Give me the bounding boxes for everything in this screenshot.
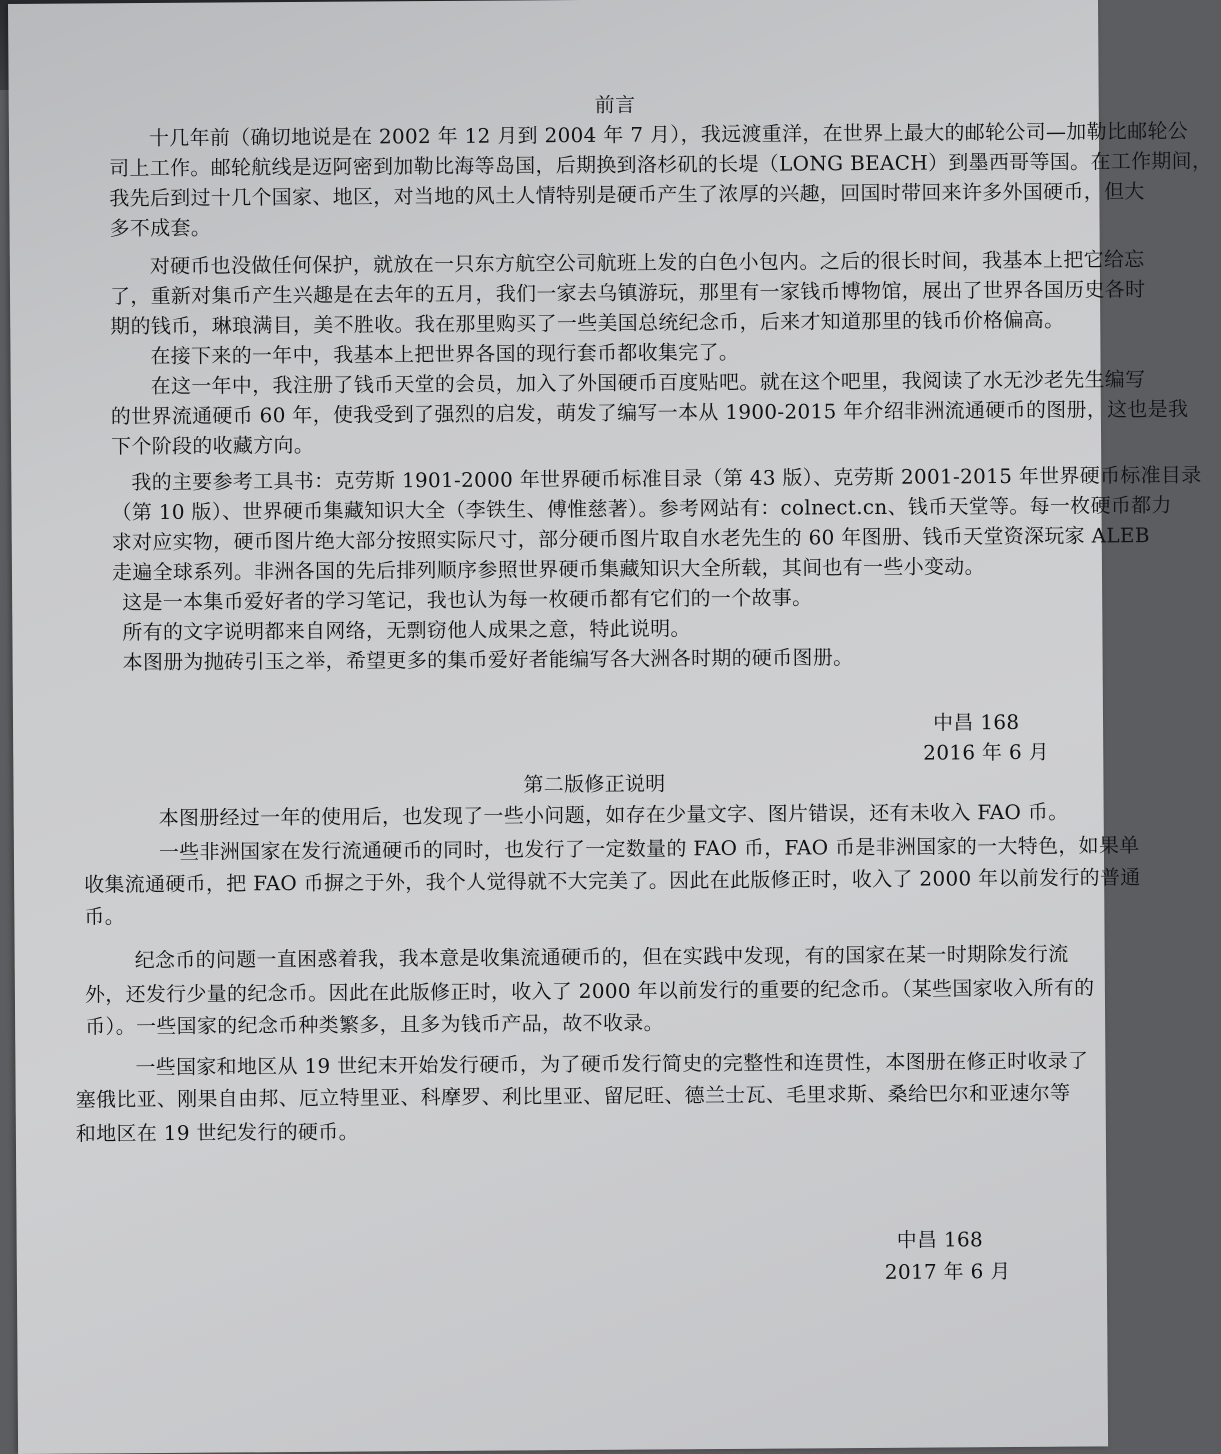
preface-line: 十几年前（确切地说是在 2002 年 12 月到 2004 年 7 月），我远渡重洋，在世界上最大的邮轮公司—加勒比邮轮公 [148, 118, 1189, 151]
preface-signature-name: 中昌 168 [932, 709, 1020, 735]
revision-line: 塞俄比亚、刚果自由邦、厄立特里亚、科摩罗、利比里亚、留尼旺、德兰士瓦、毛里求斯、桑给巴尔和亚速尔等 [75, 1080, 1071, 1112]
preface-line: 司上工作。邮轮航线是迈阿密到加勒比海等岛国，后期换到洛杉矶的长堤（LONG BEACH）到墨西哥等国。在工作期间， [109, 148, 1213, 181]
preface-line: 本图册为抛砖引玉之举，希望更多的集币爱好者能编写各大洲各时期的硬币图册。 [122, 645, 854, 675]
preface-line: 期的钱币，琳琅满目，美不胜收。我在那里购买了一些美国总统纪念币，后来才知道那里的钱币价格偏高。 [110, 307, 1065, 339]
preface-signature-date: 2016 年 6 月 [923, 739, 1050, 765]
preface-line: 了，重新对集币产生兴趣是在去年的五月，我们一家去乌镇游玩，那里有一家钱币博物馆，展出了世界各国历史各时 [109, 277, 1146, 309]
revision-signature-name: 中昌 168 [896, 1227, 984, 1252]
revision-line: 本图册经过一年的使用后，也发现了一些小问题，如存在少量文字、图片错误，还有未收入 FAO 币。 [158, 799, 1069, 830]
revision-line: 一些国家和地区从 19 世纪末开始发行硬币，为了硬币发行简史的完整性和连贯性，本图册在修正时收录了 [135, 1048, 1089, 1080]
preface-line: 下个阶段的收藏方向。 [111, 432, 315, 459]
preface-line: 走遍全球系列。非洲各国的先后排列顺序参照世界硬币集藏知识大全所载，其间也有一些小变动。 [111, 554, 985, 585]
preface-line: （第 10 版）、世界硬币集藏知识大全（李铁生、傅惟慈著）。参考网站有：colnect.cn、钱币天堂等。每一枚硬币都力 [111, 492, 1172, 525]
revision-line: 纪念币的问题一直困惑着我，我本意是收集流通硬币的，但在实践中发现，有的国家在某一时期除发行流 [134, 941, 1069, 973]
preface-line: 在这一年中，我注册了钱币天堂的会员，加入了外国硬币百度贴吧。就在这个吧里，我阅读了水无沙老先生编写 [150, 367, 1146, 399]
revision-line: 币）。一些国家的纪念币种类繁多，且多为钱币产品，故不收录。 [85, 1010, 664, 1039]
preface-line: 多不成套。 [109, 215, 212, 241]
preface-line: 的世界流通硬币 60 年，使我受到了强烈的启发，萌发了编写一本从 1900-2015 年介绍非洲流通硬币的图册，这也是我 [110, 396, 1189, 429]
revision-line: 和地区在 19 世纪发行的硬币。 [75, 1119, 359, 1146]
revision-line: 收集流通硬币，把 FAO 币摒之于外，我个人觉得就不大完美了。因此在此版修正时，收入了 2000 年以前发行的普通 [84, 865, 1141, 897]
document-page [8, 0, 1213, 1454]
preface-line: 对硬币也没做任何保护，就放在一只东方航空公司航班上发的白色小包内。之后的很长时间，我基本上把它给忘 [149, 247, 1145, 279]
preface-line: 在接下来的一年中，我基本上把世界各国的现行套币都收集完了。 [150, 339, 740, 369]
preface-line: 所有的文字说明都来自网络，无剽窃他人成果之意，特此说明。 [122, 616, 691, 645]
preface-line: 求对应实物，硬币图片绝大部分按照实际尺寸，部分硬币图片取自水老先生的 60 年图册、钱币天堂资深玩家 ALEB [111, 523, 1150, 555]
preface-title: 前言 [594, 92, 636, 117]
preface-line: 这是一本集币爱好者的学习笔记，我也认为每一枚硬币都有它们的一个故事。 [122, 585, 813, 615]
revision-line: 币。 [84, 904, 126, 929]
preface-line: 我先后到过十几个国家、地区，对当地的风土人情特别是硬币产生了浓厚的兴趣，回国时带回来许多外国硬币，但大 [109, 179, 1145, 211]
revision-line: 一些非洲国家在发行流通硬币的同时，也发行了一定数量的 FAO 币，FAO 币是非洲国家的一大特色，如果单 [158, 833, 1140, 864]
revision-signature-date: 2017 年 6 月 [884, 1259, 1011, 1284]
revision-title: 第二版修正说明 [523, 771, 666, 797]
revision-line: 外，还发行少量的纪念币。因此在此版修正时，收入了 2000 年以前发行的重要的纪念币。（某些国家收入所有的 [84, 975, 1095, 1007]
preface-line: 我的主要参考工具书：克劳斯 1901-2000 年世界硬币标准目录（第 43 版）、克劳斯 2001-2015 年世界硬币标准目录 [131, 462, 1202, 495]
